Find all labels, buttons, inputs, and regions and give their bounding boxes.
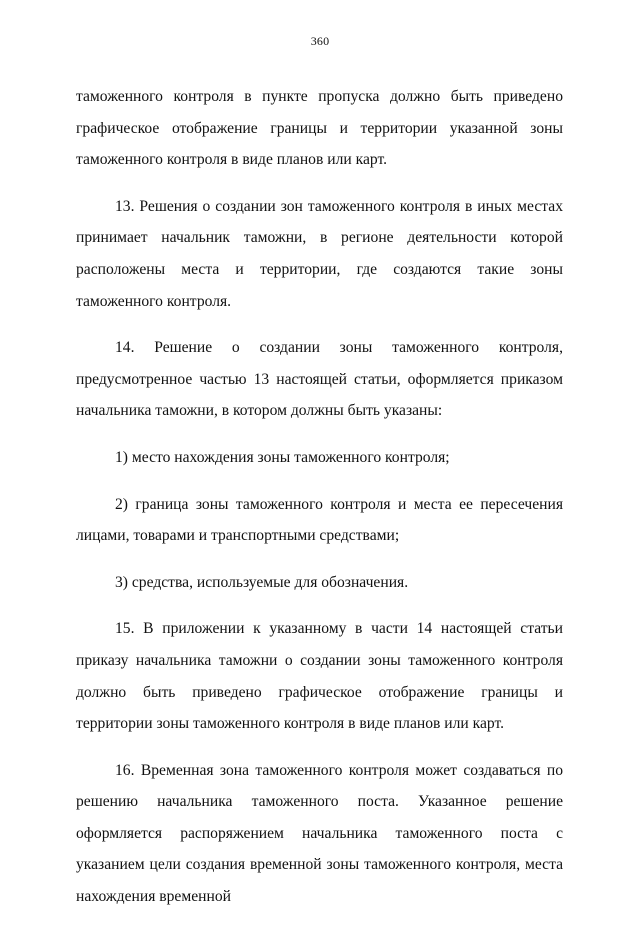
list-item-3: 3) средства, используемые для обозначения.	[115, 573, 409, 591]
paragraph-16: 16. Временная зона таможенного контроля может создаваться по решению начальника таможенного поста. Указанное решение оформляется распоряжением начальника таможенного поста с указанием цели создания временной зоны таможенного контроля, места нахождения временной	[76, 761, 563, 906]
document-body	[76, 81, 563, 928]
page-number: 360	[310, 34, 330, 48]
paragraph-continuation: таможенного контроля в пункте пропуска должно быть приведено графическое отображение границы и территории указанной зоны таможенного контроля в виде планов или карт.	[76, 88, 563, 169]
list-item-2: 2) граница зоны таможенного контроля и места ее пересечения лицами, товарами и транспортными средствами;	[76, 495, 563, 545]
list-item-1: 1) место нахождения зоны таможенного контроля;	[115, 448, 450, 466]
paragraph-15: 15. В приложении к указанному в части 14 настоящей статьи приказу начальника таможни о создании зоны таможенного контроля должно быть приведено графическое отображение границы и территории зоны таможенного контроля в виде планов или карт.	[76, 620, 563, 733]
paragraph-14: 14. Решение о создании зоны таможенного контроля, предусмотренное частью 13 настоящей статьи, оформляется приказом начальника таможни, в котором должны быть указаны:	[76, 339, 563, 420]
paragraph-13: 13. Решения о создании зон таможенного контроля в иных местах принимает начальник таможни, в регионе деятельности которой расположены места и территории, где создаются такие зоны таможенного контроля.	[76, 197, 563, 310]
